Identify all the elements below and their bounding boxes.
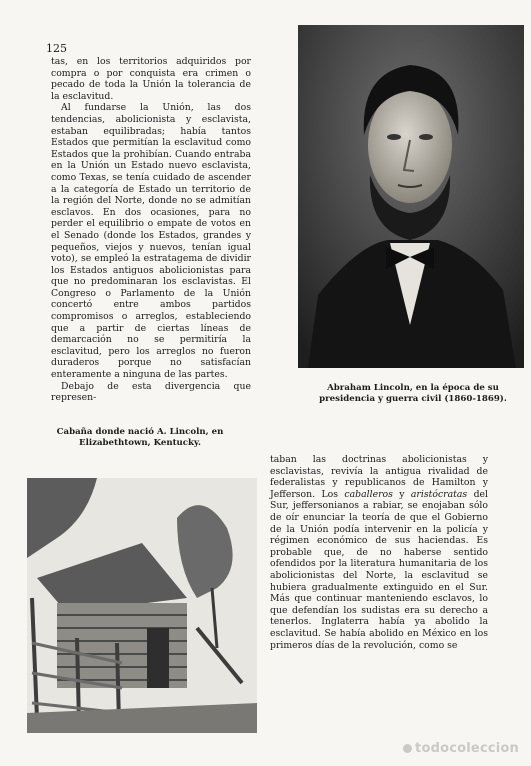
paragraph: Al fundarse la Unión, las dos tendencias, abolicionista y esclavista, estaban equilibradas; había tantos Estados que permitían la esclavitud como Estados que la prohibían. Cuando entraba en la Unión un Estado nuevo esclavista, como Texas, se tenía cuidado de ascender a la categoría de Estado un territorio de la región del Norte, donde no se admitían esclavos. En dos ocasiones, para no perder el equilibrio o empate de votos en el Senado (donde los Estados, grandes y pequeños, viejos y nuevos, tenían igual voto), se empleó la estratagema de dividir los Estados antiguos abolicionistas para que no predominaran los esclavistas. El Congreso o Parlamento de la Unión concertó entre ambos partidos compromisos o arreglos, estableciendo que a partir de ciertas líneas de demarcación no se permitiría la esclavitud, pero los arreglos no fueron duraderos porque no satisfacían enteramente a ninguna de las partes. bbox=[51, 102, 251, 381]
page-number: 125 bbox=[46, 42, 67, 55]
watermark-logo-icon bbox=[403, 744, 412, 753]
text-span: del Sur, jeffersonianos a rabiar, se enojaban sólo de oír enunciar la teoría de que el Gobierno de la Unión podía intervenir en la policía y régimen económico de sus haciendas. Es probable que, de no haberse sentido ofendidos por la literatura humanitaria de los abolicionistas del Norte, la esclavitud se hubiera gradualmente extinguido en el Sur. Más que continuar manteniendo esclavos, lo que defendían los sudistas era su derecho a tenerlos. Inglaterra había ya abolido la esclavitud. Se había abolido en México en los primeros días de la revolución, como se bbox=[270, 488, 488, 651]
watermark bbox=[403, 741, 519, 756]
text-span: taban las doctrinas abolicionistas y esclavistas, revivía la antigua rivalidad de federalistas y republicanos de Hamilton y Jefferson. Los bbox=[270, 454, 488, 500]
right-text-column bbox=[270, 454, 488, 651]
lincoln-caption: Abraham Lincoln, en la época de su presidencia y guerra civil (1860-1869). bbox=[319, 383, 507, 404]
text-span: y bbox=[392, 488, 411, 500]
emphasis-text: aristócratas bbox=[410, 488, 468, 500]
lincoln-portrait bbox=[298, 25, 524, 368]
cabin-caption: Cabaña donde nació A. Lincoln, en Elizabethtown, Kentucky. bbox=[56, 427, 224, 448]
paragraph: Debajo de esta divergencia que represen- bbox=[51, 380, 251, 404]
left-text-column bbox=[51, 56, 251, 404]
paragraph bbox=[270, 454, 488, 651]
watermark-text: todocoleccion bbox=[415, 741, 519, 756]
emphasis-text: caballeros bbox=[344, 488, 393, 500]
paragraph: tas, en los territorios adquiridos por compra o por conquista era crimen o pecado de toda la Unión la tolerancia de la esclavitud. bbox=[51, 56, 251, 102]
cabin-illustration bbox=[27, 478, 257, 733]
